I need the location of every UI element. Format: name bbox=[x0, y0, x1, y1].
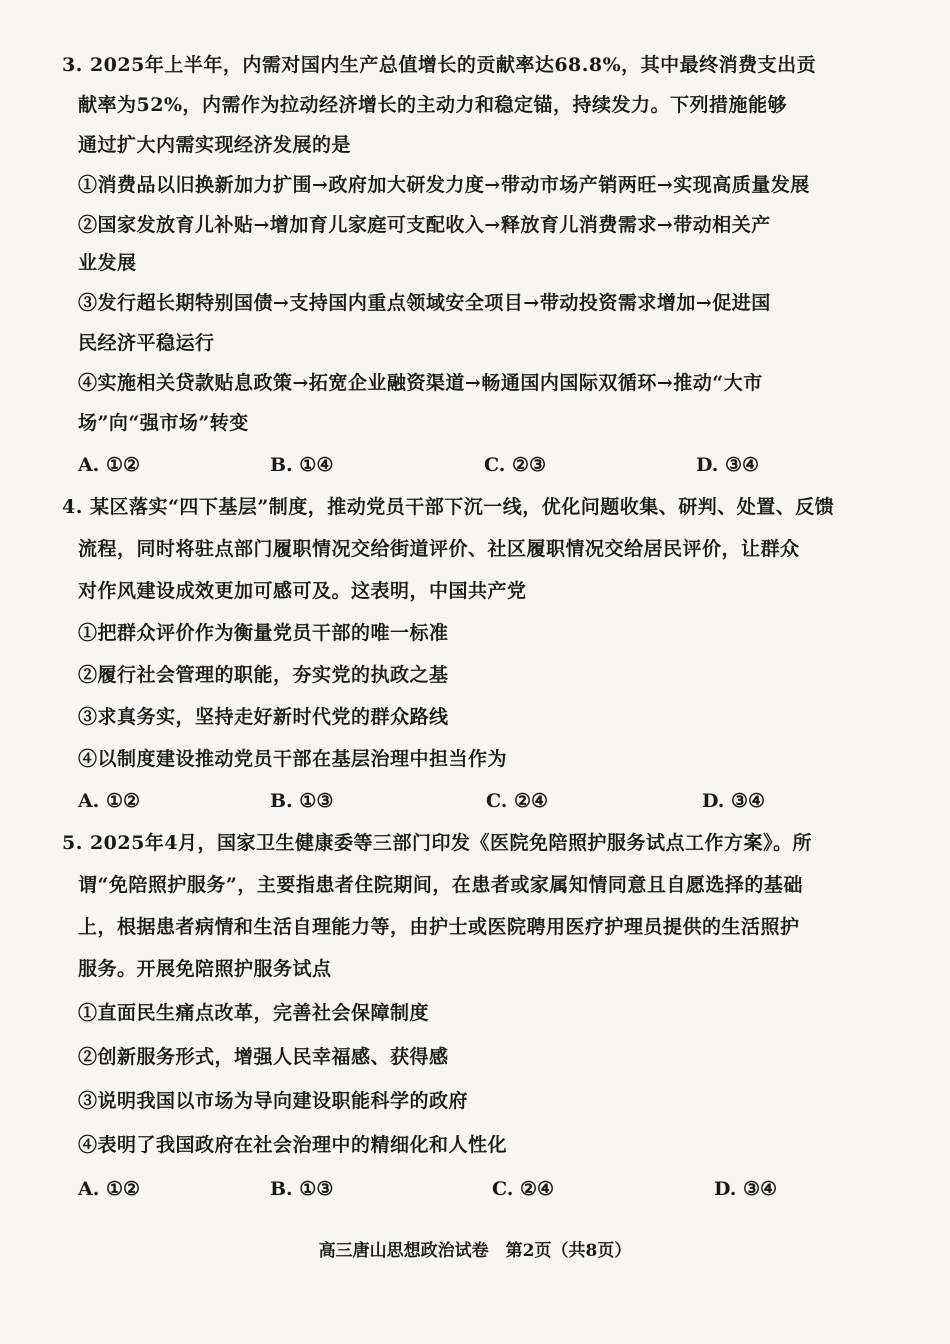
option-c[interactable]: C. ②④ bbox=[486, 790, 549, 812]
option-a[interactable]: A. ①② bbox=[78, 790, 141, 812]
statement-2: ②履行社会管理的职能，夯实党的执政之基 bbox=[78, 664, 449, 686]
option-c[interactable]: C. ②④ bbox=[492, 1178, 555, 1200]
option-b[interactable]: B. ①③ bbox=[270, 1178, 334, 1200]
statement-2: ②国家发放育儿补贴→增加育儿家庭可支配收入→释放育儿消费需求→带动相关产 bbox=[78, 214, 771, 236]
option-a[interactable]: A. ①② bbox=[78, 454, 141, 476]
question-4-stem-line: 对作风建设成效更加可感可及。这表明，中国共产党 bbox=[78, 580, 527, 602]
statement-2: ②创新服务形式，增强人民幸福感、获得感 bbox=[78, 1046, 449, 1068]
statement-1: ①把群众评价作为衡量党员干部的唯一标准 bbox=[78, 622, 449, 644]
statement-4: ④表明了我国政府在社会治理中的精细化和人性化 bbox=[78, 1134, 508, 1156]
option-b[interactable]: B. ①③ bbox=[270, 790, 334, 812]
question-5-stem-line: 上，根据患者病情和生活自理能力等，由护士或医院聘用医疗护理员提供的生活照护 bbox=[78, 916, 800, 938]
page-footer: 高三唐山思想政治试卷 第2页（共8页） bbox=[318, 1241, 632, 1261]
statement-1: ①消费品以旧换新加力扩围→政府加大研发力度→带动市场产销两旺→实现高质量发展 bbox=[78, 174, 810, 196]
statement-3: ③发行超长期特别国债→支持国内重点领域安全项目→带动投资需求增加→促进国 bbox=[78, 292, 771, 314]
option-d[interactable]: D. ③④ bbox=[702, 790, 766, 812]
question-3-stem-line: 通过扩大内需实现经济发展的是 bbox=[78, 134, 352, 156]
statement-2-cont: 业发展 bbox=[78, 252, 137, 274]
statement-3-cont: 民经济平稳运行 bbox=[78, 332, 215, 354]
option-d[interactable]: D. ③④ bbox=[696, 454, 760, 476]
question-3-stem-line: 献率为52%，内需作为拉动经济增长的主动力和稳定锚，持续发力。下列措施能够 bbox=[78, 94, 787, 116]
option-b[interactable]: B. ①④ bbox=[270, 454, 334, 476]
question-5-stem-line: 5. 2025年4月，国家卫生健康委等三部门印发《医院免陪照护服务试点工作方案》。所 bbox=[62, 832, 813, 854]
question-4-stem-line: 4. 某区落实“四下基层”制度，推动党员干部下沉一线，优化问题收集、研判、处置、反馈 bbox=[62, 496, 835, 518]
statement-3: ③求真务实，坚持走好新时代党的群众路线 bbox=[78, 706, 449, 728]
question-3-stem-line: 3. 2025年上半年，内需对国内生产总值增长的贡献率达68.8%，其中最终消费支出贡 bbox=[62, 54, 817, 76]
statement-4: ④实施相关贷款贴息政策→拓宽企业融资渠道→畅通国内国际双循环→推动“大市 bbox=[78, 372, 763, 394]
option-d[interactable]: D. ③④ bbox=[714, 1178, 778, 1200]
statement-3: ③说明我国以市场为导向建设职能科学的政府 bbox=[78, 1090, 469, 1112]
statement-1: ①直面民生痛点改革，完善社会保障制度 bbox=[78, 1002, 430, 1024]
question-5-stem-line: 谓“免陪照护服务”，主要指患者住院期间，在患者或家属知情同意且自愿选择的基础 bbox=[78, 874, 803, 896]
statement-4-cont: 场”向“强市场”转变 bbox=[78, 412, 249, 434]
option-a[interactable]: A. ①② bbox=[78, 1178, 141, 1200]
question-5-stem-line: 服务。开展免陪照护服务试点 bbox=[78, 958, 332, 980]
statement-4: ④以制度建设推动党员干部在基层治理中担当作为 bbox=[78, 748, 508, 770]
option-c[interactable]: C. ②③ bbox=[484, 454, 547, 476]
question-4-stem-line: 流程，同时将驻点部门履职情况交给街道评价、社区履职情况交给居民评价，让群众 bbox=[78, 538, 800, 560]
